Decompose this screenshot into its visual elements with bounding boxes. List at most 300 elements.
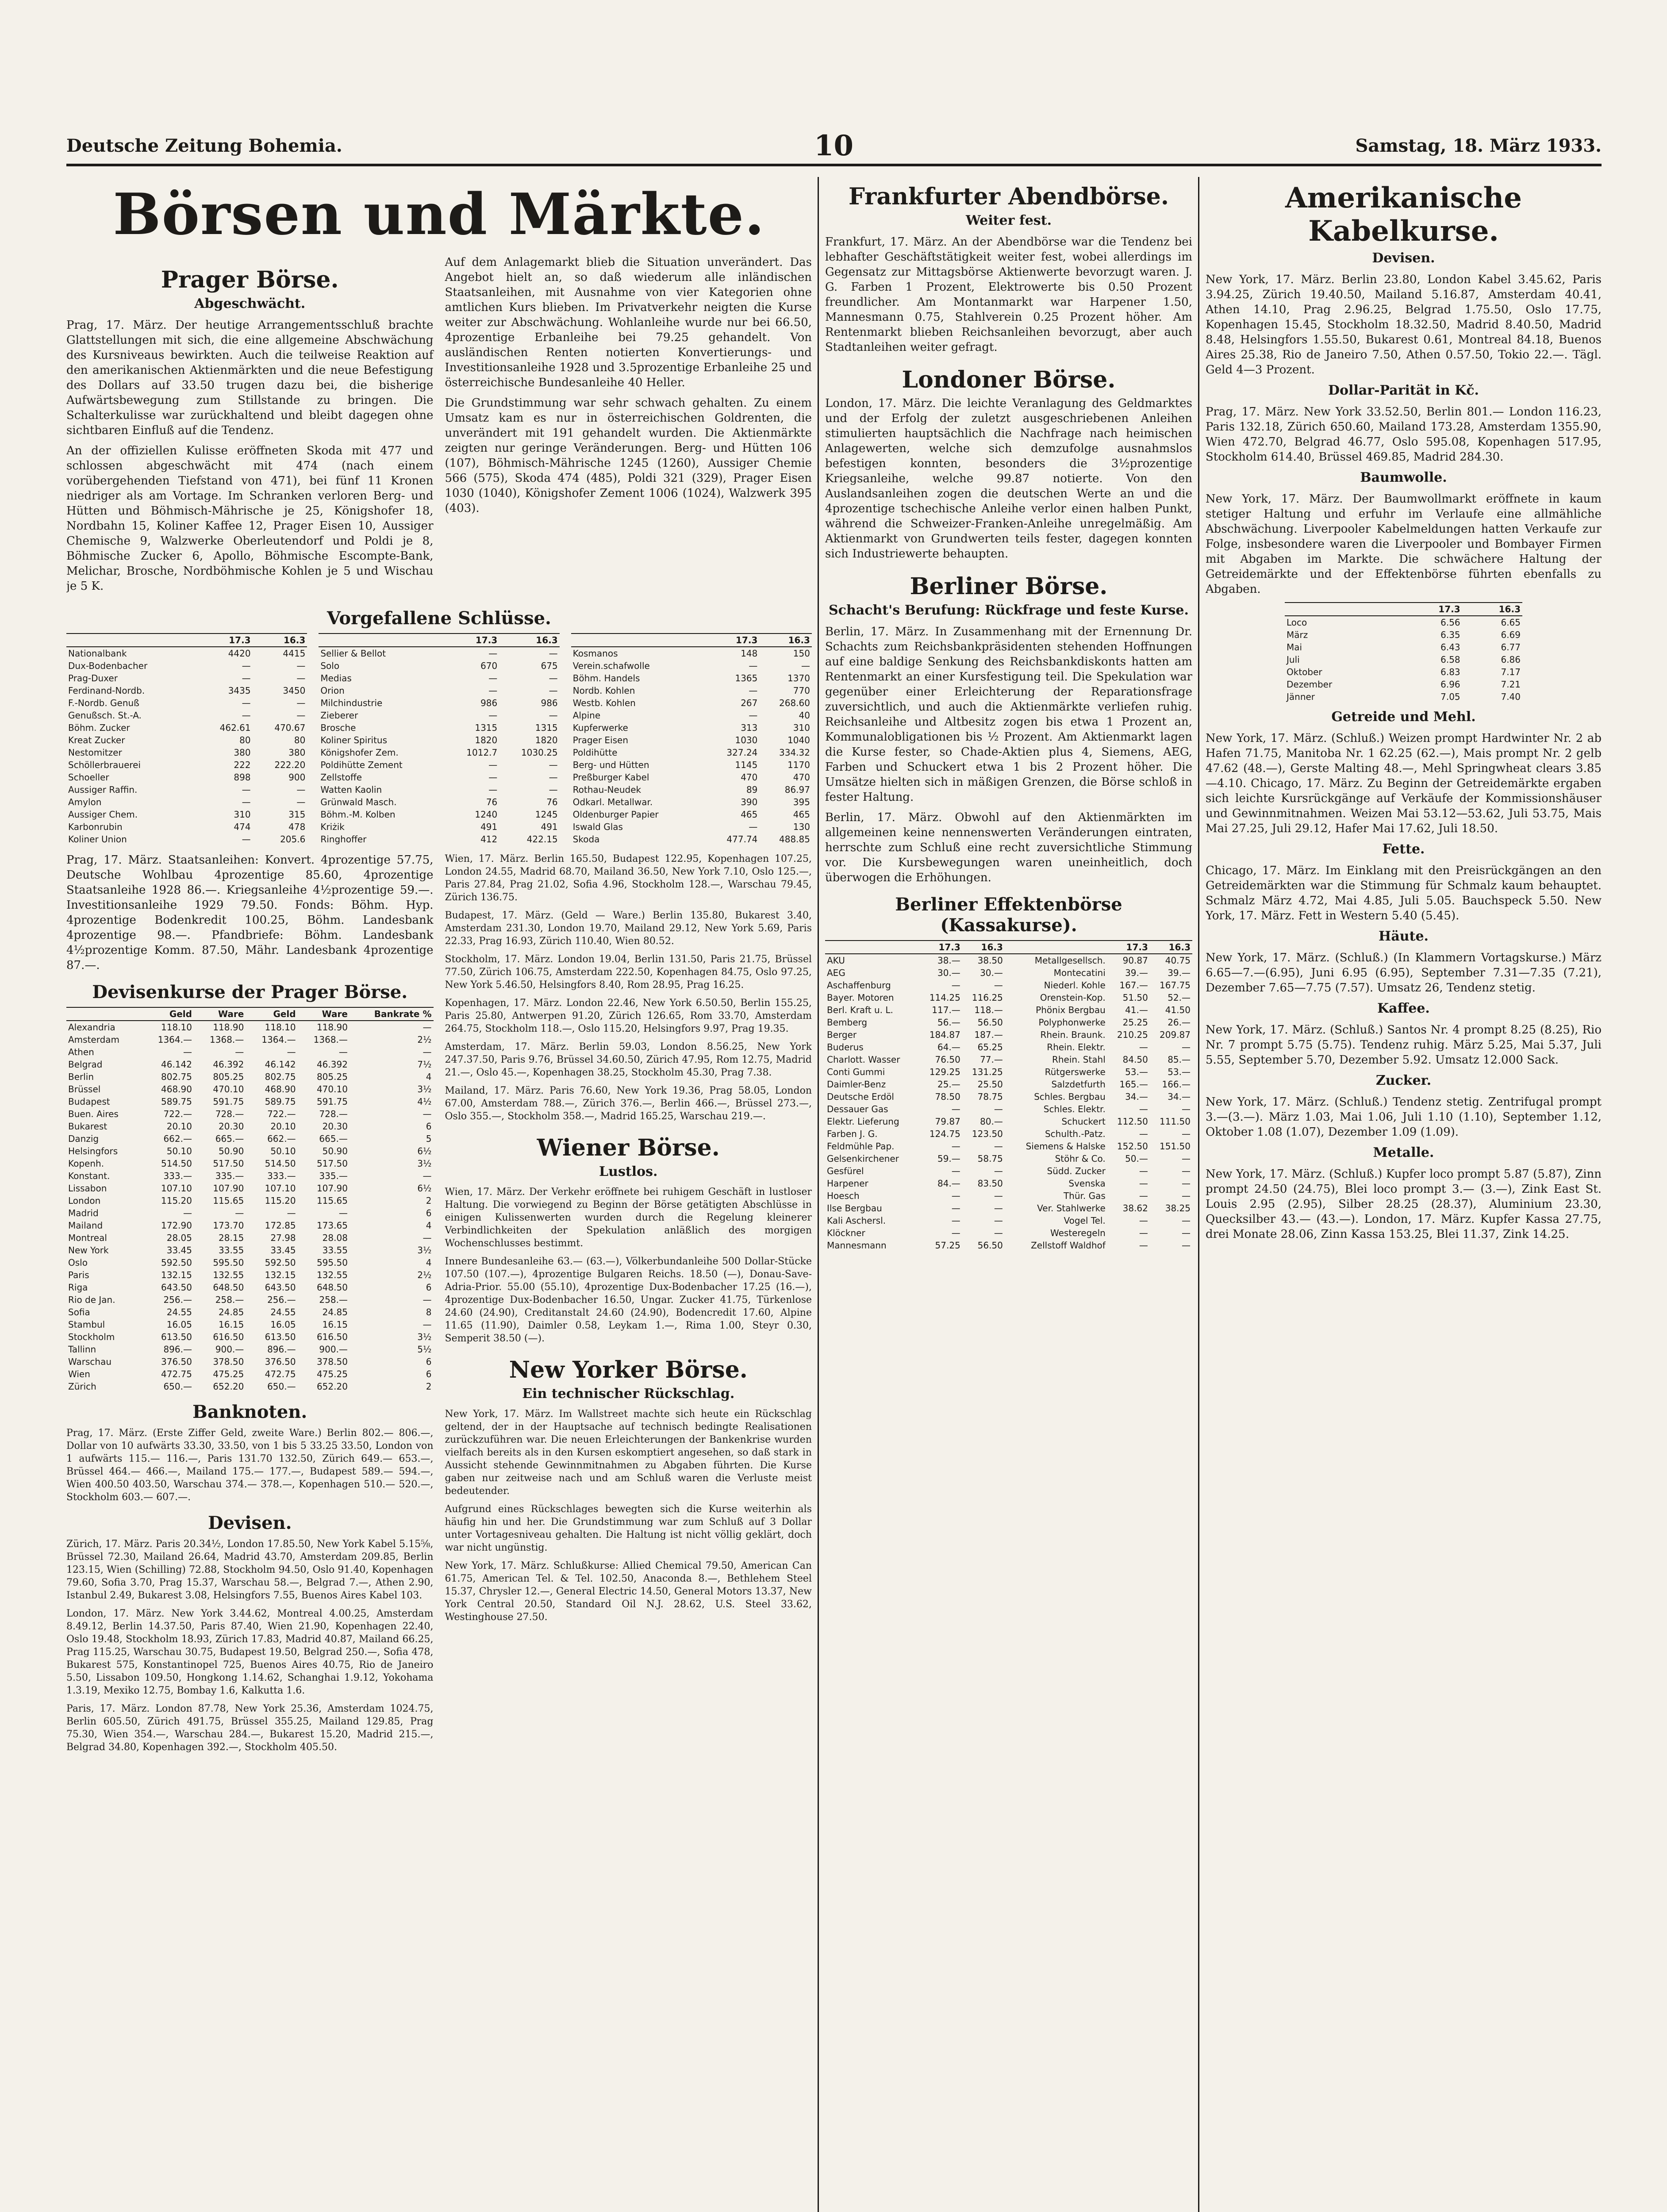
kassa-row: [825, 1103, 1192, 1115]
schluss-c-cell: 327.24: [726, 747, 758, 758]
devisen-cell: 107.90: [213, 1183, 244, 1194]
schluss-b-cell: —: [549, 772, 558, 783]
devisen-row: [66, 1294, 434, 1306]
kassa-cell: 53.—: [1125, 1067, 1148, 1077]
devisen-cell: Paris: [68, 1270, 89, 1280]
schluss-c-cell: Preßburger Kabel: [572, 772, 649, 783]
kassa-cell: 78.50: [935, 1091, 960, 1102]
schluss-a-cell: 222.20: [274, 760, 306, 770]
devisen-cell: 591.75: [213, 1096, 244, 1107]
schluss-c-row: [571, 672, 812, 684]
devisen-cell: Buen. Aires: [68, 1109, 119, 1119]
schluss-b-cell: 1240: [475, 809, 498, 820]
baumwolle-cell: 6.58: [1440, 654, 1460, 665]
devisen-cell: 6½: [417, 1146, 432, 1156]
schluss-c-cell: 1370: [787, 673, 810, 684]
kassa-cell: —: [951, 1228, 960, 1238]
kassa-cell: Westeregeln: [1050, 1228, 1106, 1238]
dollar-paritaet-paragraph: Prag, 17. März. New York 33.52.50, Berlin 801.— London 116.23, Paris 132.18, Zürich 650.60, Mailand 173.28, Amsterdam 1355.90, Wien 472.70, Belgrad 46.77, Oslo 595.08, Kopenhagen 517.95, Stockholm 614.40, Brüssel 469.85, Madrid 284.30.: [1206, 405, 1602, 464]
devisen-cell: —: [183, 1208, 192, 1218]
wiener-boerse-paragraph-2: Innere Bundesanleihe 63.— (63.—), Völkerbundanleihe 500 Dollar-Stücke 107.50 (107.—), 4prozentige Bulgaren Reichs. 18.50 (—), Donau-Save-Adria-Prior. 55.00 (55.10), 4prozentige Dux-Bodenbacher 17.25 (16.—), 4prozentige Dux-Bodenbacher 16.50, Ungar. Zucker 41.75, Türkenlose 24.60 (24.90), Creditanstalt 24.60 (24.90), Bodencredit 17.60, Alpine 11.65 (11.90), Daimler 0.58, Leykam 1.—, Rima 1.00, Steyr 0.30, Semperit 38.50 (—).: [445, 1256, 812, 1344]
column-boersen: [66, 177, 812, 2212]
devisen-cell: Amsterdam: [68, 1034, 120, 1045]
devisen-cell: Mailand: [68, 1220, 103, 1231]
devisen-cell: 6: [426, 1356, 432, 1367]
kassa-cell: AEG: [827, 968, 845, 978]
schluss-c-row: [571, 660, 812, 672]
kassa-cell: 114.25: [929, 992, 960, 1003]
devisen-cell: 592.50: [161, 1257, 192, 1268]
schluss-b-cell: 675: [541, 661, 558, 671]
prague-subtitle: Abgeschwächt.: [194, 296, 306, 311]
fette-paragraph: Chicago, 17. März. Im Einklang mit den Preisrückgängen an den Getreidemärkten war die Stimmung für Schmalz kaum behauptet. Schmalz März 4.72, Mai 4.85, Juli 5.05. Bauchspeck 5.50. New York, 17. März. Fett in Western 5.40 (5.45).: [1206, 864, 1602, 922]
schluss-c-cell: Westb. Kohlen: [572, 698, 636, 708]
devisen-cell: 24.85: [219, 1307, 244, 1317]
schluss-b-row: [319, 734, 559, 746]
kassa-cell: Zellstoff Waldhof: [1031, 1240, 1106, 1251]
devisen-cell: 115.20: [265, 1195, 296, 1206]
schluss-b-row: [319, 771, 559, 783]
schluesse-table-b: [319, 633, 559, 845]
devisen-cell: 335.—: [215, 1171, 244, 1181]
kassa-cell: —: [1182, 1190, 1191, 1201]
kassa-cell: 25.50: [977, 1079, 1003, 1090]
schluss-b-row: [319, 796, 559, 808]
devisen-header-cell: Geld: [142, 1007, 194, 1021]
devisen-kopenhagen: Kopenhagen, 17. März. London 22.46, New York 6.50.50, Berlin 155.25, Paris 25.80, Antwerpen 91.20, Zürich 126.65, Rom 33.70, Amsterdam 264.75, Stockholm 118.—, Oslo 115.20, Helsingfors 9.97, Prag 19.35.: [445, 998, 812, 1034]
kassa-row: [825, 1004, 1192, 1016]
devisen-header-row: [66, 1007, 434, 1021]
kassa-cell: 167.75: [1160, 980, 1191, 991]
page-number: 10: [814, 129, 854, 162]
schluss-a-cell: 898: [234, 772, 251, 783]
devisen-cell: 595.50: [316, 1257, 348, 1268]
devisen-cell: Lissabon: [68, 1183, 107, 1194]
schluss-a-row: [66, 771, 307, 783]
schluss-c-header-cell: 16.3: [759, 634, 812, 647]
devisen-row: [66, 1083, 434, 1095]
baumwolle-paragraph: New York, 17. März. Der Baumwollmarkt eröffnete in kaum stetiger Haltung und erfuhr im Verlaufe eine allmähliche Abschwächung. Liverpooler Kabelmeldungen hatten Verkaufe zur Folge, insbesondere waren die Liverpooler und Bombayer Firmen mit Abgaben im Markte. Die schwächere Haltung der Getreidemärkte und der Effektenbörse führten ebenfalls zu Abgaben.: [1206, 492, 1602, 596]
kassa-cell: 50.—: [1125, 1153, 1148, 1164]
devisen-amsterdam: Amsterdam, 17. März. Berlin 59.03, London 8.56.25, New York 247.37.50, Paris 9.76, Brüssel 34.60.50, Zürich 47.95, Rom 12.75, Madrid 21.—, Oslo 45.—, Kopenhagen 38.25, Stockholm 45.30, Prag 7.38.: [445, 1041, 812, 1078]
schluss-b-cell: Zellstoffe: [320, 772, 362, 783]
devisen-cell: 6½: [417, 1183, 432, 1194]
devisen-row: [66, 1058, 434, 1071]
devisen-cell: 643.50: [161, 1282, 192, 1293]
kassa-header-cell: 17.3: [920, 941, 962, 954]
devisen-cell: 378.50: [213, 1356, 244, 1367]
schluss-a-cell: 310: [234, 809, 251, 820]
baumwolle-table: [1285, 602, 1522, 703]
devisen-cell: 805.25: [316, 1071, 348, 1082]
devisen-cell: 172.85: [265, 1220, 296, 1231]
schluss-b-cell: 1030.25: [521, 747, 558, 758]
devisen-cell: —: [423, 1022, 432, 1033]
kassa-cell: 40.75: [1165, 955, 1191, 966]
devisen-row: [66, 1033, 434, 1046]
schluss-c-row: [571, 833, 812, 845]
baumwolle-cell: 6.35: [1440, 630, 1460, 640]
column-kabelkurse: [1206, 177, 1602, 2212]
devisen-row: [66, 1157, 434, 1170]
kassa-cell: 30.—: [937, 968, 960, 978]
kassa-cell: —: [1182, 1228, 1191, 1238]
devisen-cell: Budapest: [68, 1096, 110, 1107]
devisen-cell: 50.90: [322, 1146, 348, 1156]
devisen-cell: Oslo: [68, 1257, 88, 1268]
kassa-row: [825, 1078, 1192, 1091]
prague-paragraph-1: Prag, 17. März. Der heutige Arrangementsschluß brachte Glattstellungen mit sich, die eine allgemeine Abschwächung des Kursniveaus bewirkten. Auch die teilweise Reaktion auf den amerikanischen Aktienmärkten und die neue Befestigung des Dollars auf 33.50 trugen dazu bei, die bisherige Aufwärtsbewegung zum Stillstande zu bringen. Die Schalterkulisse war zurückhaltend und bleibt dagegen ohne sichtbaren Einfluß auf die Tendenz.: [66, 319, 434, 437]
kassa-cell: 56.50: [977, 1017, 1003, 1028]
kassa-cell: —: [1139, 1228, 1148, 1238]
schluss-b-cell: 986: [541, 698, 558, 708]
devisen-cell: 115.65: [316, 1195, 348, 1206]
kassa-cell: Rhein. Elektr.: [1047, 1042, 1106, 1052]
devisen-cell: 662.—: [267, 1133, 296, 1144]
dollar-paritaet-title: Dollar-Parität in Kč.: [1328, 383, 1479, 398]
schluss-b-header-row: [319, 634, 559, 647]
devisen-cell: —: [423, 1109, 432, 1119]
devisen-cell: Tallinn: [68, 1344, 96, 1355]
schluss-b-cell: —: [488, 760, 498, 770]
kassa-cell: —: [1182, 1178, 1191, 1189]
baumwolle-header-cell: 16.3: [1462, 603, 1522, 616]
schluss-a-row: [66, 672, 307, 684]
schluss-b-cell: Koliner Spiritus: [320, 735, 388, 745]
devisen-cell: 118.10: [265, 1022, 296, 1033]
schluss-b-row: [319, 722, 559, 734]
schluss-a-row: [66, 722, 307, 734]
schluss-b-cell: 670: [480, 661, 498, 671]
schluss-a-cell: Schoeller: [68, 772, 109, 783]
kassa-row: [825, 1140, 1192, 1152]
devisen-row: [66, 1318, 434, 1331]
devisen-cell: 107.10: [265, 1183, 296, 1194]
kassa-cell: 41.—: [1125, 1005, 1148, 1015]
baumwolle-cell: Mai: [1287, 642, 1302, 653]
devisen-row: [66, 1194, 434, 1207]
kassa-cell: —: [994, 1190, 1003, 1201]
devisen-cell: 472.75: [161, 1369, 192, 1379]
schluss-c-cell: —: [801, 661, 810, 671]
devisen-cell: —: [423, 1319, 432, 1330]
kassa-cell: Deutsche Erdöl: [827, 1091, 894, 1102]
kassa-cell: Gesfürel: [827, 1166, 864, 1176]
schluss-b-cell: —: [549, 648, 558, 659]
newyork-boerse-subtitle: Ein technischer Rückschlag.: [522, 1386, 735, 1402]
frankfurt-subtitle: Weiter fest.: [965, 213, 1052, 228]
devisen-cell: 475.25: [213, 1369, 244, 1379]
devisen-cell: Helsingfors: [68, 1146, 118, 1156]
schluss-c-cell: Verein.schafwolle: [572, 661, 650, 671]
kassa-row: [825, 1152, 1192, 1165]
devisen-cell: Stockholm: [68, 1332, 115, 1342]
schluss-a-cell: —: [296, 784, 306, 795]
baumwolle-cell: 6.69: [1501, 630, 1521, 640]
kassa-cell: 78.75: [977, 1091, 1003, 1102]
devisen-cell: 172.90: [161, 1220, 192, 1231]
schluss-b-cell: 412: [480, 834, 498, 845]
schluss-a-cell: Nationalbank: [68, 648, 127, 659]
kassa-cell: Svenska: [1068, 1178, 1106, 1189]
schluss-b-row: [319, 672, 559, 684]
devisen-cell: 514.50: [161, 1158, 192, 1169]
devisen-cell: 896.—: [267, 1344, 296, 1355]
kabel-devisen-paragraph: New York, 17. März. Berlin 23.80, London Kabel 3.45.62, Paris 3.94.25, Zürich 19.40.50, Mailand 5.16.87, Amsterdam 40.41, Athen 14.10, Prag 2.96.25, Belgrad 1.75.50, Oslo 17.75, Kopenhagen 15.45, Stockholm 18.32.50, Madrid 8.40.50, Madrid 8.48, Helsingfors 1.55.50, Bukarest 0.61, Montreal 84.18, Buenos Aires 25.38, Rio de Janeiro 7.50, Athen 0.57.50, Tokio 22.—. Tägl. Geld 4—3 Prozent.: [1206, 273, 1602, 376]
devisen-row: [66, 1356, 434, 1368]
schluss-c-cell: 1170: [787, 760, 810, 770]
devisen-cell: 468.90: [265, 1084, 296, 1094]
schluss-c-cell: 470: [793, 772, 810, 783]
schluss-c-cell: 148: [741, 648, 758, 659]
devisen-cell: —: [423, 1294, 432, 1305]
schluss-a-cell: Kreat Zucker: [68, 735, 125, 745]
kassa-cell: 152.50: [1117, 1141, 1148, 1152]
devisen-paris: Paris, 17. März. London 87.78, New York 25.36, Amsterdam 1024.75, Berlin 605.50, Zürich 491.75, Brüssel 355.25, Mailand 129.85, Prag 75.30, Wien 354.—, Warschau 284.—, Bukarest 15.20, Madrid 215.—, Belgrad 34.80, Kopenhagen 392.—, Stockholm 405.50.: [66, 1703, 434, 1753]
schluss-c-row: [571, 796, 812, 808]
devisen-cell: 6: [426, 1282, 432, 1293]
devisen-row: [66, 1281, 434, 1294]
devisen-cell: 132.55: [213, 1270, 244, 1280]
devisen-row: [66, 1095, 434, 1108]
schluss-b-cell: Böhm.-M. Kolben: [320, 809, 396, 820]
devisen-cell: 376.50: [161, 1356, 192, 1367]
devisen-cell: Warschau: [68, 1356, 111, 1367]
devisen-cell: 256.—: [267, 1294, 296, 1305]
devisen-row: [66, 1170, 434, 1182]
devisen-cell: 115.20: [161, 1195, 192, 1206]
kassa-row: [825, 1041, 1192, 1053]
baumwolle-cell: Oktober: [1287, 667, 1322, 677]
kassa-cell: Farben J. G.: [827, 1129, 878, 1139]
schluss-c-cell: 390: [741, 797, 758, 807]
schluss-a-cell: —: [242, 797, 251, 807]
schluss-c-row: [571, 684, 812, 697]
devisen-cell: 20.30: [219, 1121, 244, 1132]
schluss-c-header-row: [571, 634, 812, 647]
schluss-b-cell: 422.15: [526, 834, 558, 845]
schluss-a-cell: Koliner Union: [68, 834, 127, 845]
devisen-cell: 805.25: [213, 1071, 244, 1082]
schluss-a-cell: Nestomitzer: [68, 747, 122, 758]
schluss-b-row: [319, 808, 559, 821]
devisen-cell: 665.—: [319, 1133, 348, 1144]
column-rule-2: [1198, 177, 1199, 2212]
devisen-cell: Alexandria: [68, 1022, 115, 1033]
devisen-cell: Montreal: [68, 1233, 107, 1243]
baumwolle-cell: 6.86: [1501, 654, 1521, 665]
berliner-paragraph-2: Berlin, 17. März. Obwohl auf den Aktienmärkten im allgemeinen keine nennenswerten Veränderungen eintraten, herrschte zum Schluß eine recht zuversichtliche Stimmung vor. Die Kursbewegungen waren uneinheitlich, doch überwogen die Erhöhungen.: [825, 811, 1192, 884]
berliner-paragraph-1: Berlin, 17. März. In Zusammenhang mit der Ernennung Dr. Schachts zum Reichsbankpräsidenten stehenden Hoffnungen auf eine baldige Senkung des Reichsbankdiskonts hatten am Rentenmarkt an einer Kursfestigung teil. Die Spekulation war gegenüber einer Erleichterung der Reparationsfrage zuversichtlich, und auch die Aktienmärkte verliefen ruhig. Reichsanleihe und Altbesitz zogen bis etwa 1 Prozent an, Kommunalobligationen bis ½ Prozent. Am Aktienmarkt lagen die Kurse fester, so Chade-Aktien plus 4, Siemens, AEG, Farben und Schuckert etwa 1 bis 2 Prozent höher. Die Umsätze hielten sich in mäßigen Grenzen, die Börse schloß in fester Haltung.: [825, 625, 1192, 804]
wiener-boerse-paragraph-1: Wien, 17. März. Der Verkehr eröffnete bei ruhigem Geschäft in lustloser Haltung. Die vorwiegend zu Beginn der Börse getätigten Abschlüsse in einigen Kulissenwerten wurden durch die Regelung kleinerer Verbindlichkeiten der Spekulation anläßlich des morgigen Wochenschlusses bestimmt.: [445, 1187, 812, 1249]
kassa-cell: Dessauer Gas: [827, 1104, 888, 1114]
devisenkurse-table: [66, 1007, 434, 1393]
schluss-a-cell: Dux-Bodenbacher: [68, 661, 148, 671]
kassa-cell: Feldmühle Pap.: [827, 1141, 895, 1152]
schluss-b-cell: —: [488, 710, 498, 721]
prague-title: Prager Börse.: [161, 266, 339, 293]
schluss-b-cell: —: [549, 685, 558, 696]
schluss-a-cell: 3435: [228, 685, 251, 696]
devisen-cell: 16.05: [166, 1319, 192, 1330]
devisen-cell: 896.—: [163, 1344, 192, 1355]
schluss-c-cell: Iswald Glas: [572, 822, 623, 832]
schluss-a-cell: —: [242, 661, 251, 671]
kassa-cell: Schles. Bergbau: [1034, 1091, 1106, 1102]
schluss-a-cell: 4420: [228, 648, 251, 659]
devisen-cell: New York: [68, 1245, 109, 1256]
devisen-cell: 28.05: [166, 1233, 192, 1243]
schluss-c-row: [571, 821, 812, 833]
devisen-wien: Wien, 17. März. Berlin 165.50, Budapest 122.95, Kopenhagen 107.25, London 24.55, Madrid 68.70, Mailand 36.50, New York 7.10, Oslo 125.—, Paris 27.84, Prag 21.02, Sofia 4.96, Stockholm 128.—, Warschau 79.45, Zürich 136.75.: [445, 853, 812, 903]
schluss-b-cell: 1820: [535, 735, 558, 745]
kassa-cell: Kali Aschersl.: [827, 1215, 886, 1226]
devisen-cell: 258.—: [215, 1294, 244, 1305]
kassa-cell: Phönix Bergbau: [1036, 1005, 1106, 1015]
kassa-row: [825, 1202, 1192, 1214]
haeute-paragraph: New York, 17. März. (Schluß.) (In Klammern Vortagskurse.) März 6.65—7.—(6.95), Juni 6.95 (6.95), September 7.31—7.35 (7.21), Dezember 7.65—7.75 (7.57). Umsatz 26, Tendenz stetig.: [1206, 951, 1602, 995]
schluss-c-cell: 488.85: [779, 834, 810, 845]
devisen-cell: 5½: [417, 1344, 432, 1355]
schluss-a-header-row: [66, 634, 307, 647]
schluss-c-cell: —: [749, 822, 758, 832]
kassa-header-row: [825, 941, 1192, 954]
kassa-cell: —: [951, 1190, 960, 1201]
devisen-row: [66, 1207, 434, 1219]
schluss-c-cell: 150: [793, 648, 810, 659]
kassa-cell: 84.50: [1122, 1054, 1148, 1065]
devisen-cell: 1368.—: [313, 1034, 348, 1045]
devisen-cell: 613.50: [161, 1332, 192, 1342]
kassa-cell: 210.25: [1117, 1029, 1148, 1040]
schluss-b-cell: Poldihütte Zement: [320, 760, 403, 770]
kassa-cell: Hoesch: [827, 1190, 860, 1201]
devisen-cell: 6: [426, 1208, 432, 1218]
kassa-cell: 56.50: [977, 1240, 1003, 1251]
devisen-cell: 722.—: [163, 1109, 192, 1119]
schluss-a-cell: 380: [234, 747, 251, 758]
devisen-cell: 665.—: [215, 1133, 244, 1144]
devisen-cell: 3½: [417, 1245, 432, 1256]
kassa-header-cell: [1005, 941, 1107, 954]
newspaper-name: Deutsche Zeitung Bohemia.: [66, 135, 342, 156]
devisen-cell: 4: [426, 1257, 432, 1268]
baumwolle-cell: Juli: [1287, 654, 1300, 665]
devisen-cell: 335.—: [319, 1171, 348, 1181]
schluesse-tables: [66, 633, 812, 845]
schluss-c-row: [571, 759, 812, 771]
schluss-b-header-cell: 16.3: [499, 634, 559, 647]
schluss-c-cell: 1030: [735, 735, 758, 745]
devisen-cell: 4½: [417, 1096, 432, 1107]
schluss-a-cell: Schöllerbrauerei: [68, 760, 141, 770]
kassa-cell: —: [1139, 1042, 1148, 1052]
schluss-a-cell: —: [242, 698, 251, 708]
schluss-b-cell: Medias: [320, 673, 352, 684]
baumwolle-row: [1285, 691, 1522, 703]
devisen-cell: 1364.—: [261, 1034, 296, 1045]
schluss-a-cell: 3450: [283, 685, 306, 696]
devisen-cell: 475.25: [316, 1369, 348, 1379]
devisen-cell: 50.90: [219, 1146, 244, 1156]
kassa-cell: Schles. Elektr.: [1043, 1104, 1106, 1114]
devisen-cell: Danzig: [68, 1133, 99, 1144]
devisen-cell: 258.—: [319, 1294, 348, 1305]
kassa-cell: Rütgerswerke: [1045, 1067, 1106, 1077]
schluss-a-cell: 900: [288, 772, 306, 783]
kassa-cell: 65.25: [977, 1042, 1003, 1052]
kassa-cell: Ver. Stahlwerke: [1037, 1203, 1106, 1214]
devisen-cell: Madrid: [68, 1208, 99, 1218]
devisen-cell: 652.20: [213, 1381, 244, 1392]
schluss-b-cell: Solo: [320, 661, 340, 671]
kassa-cell: —: [951, 1166, 960, 1176]
devisen-cell: 27.98: [270, 1233, 296, 1243]
kassa-cell: Mannesmann: [827, 1240, 887, 1251]
schluss-a-cell: Karbonrubin: [68, 822, 123, 832]
schluss-a-header-cell: 16.3: [253, 634, 307, 647]
kassa-row: [825, 1227, 1192, 1239]
kassa-cell: —: [951, 1203, 960, 1214]
schluss-c-row: [571, 808, 812, 821]
kassa-cell: 38.50: [977, 955, 1003, 966]
schluss-b-cell: 1245: [535, 809, 558, 820]
zucker-title: Zucker.: [1375, 1073, 1432, 1088]
schluss-a-cell: Aussiger Raffin.: [68, 784, 138, 795]
kassa-cell: 184.87: [929, 1029, 960, 1040]
devisen-cell: 16.15: [322, 1319, 348, 1330]
kassa-cell: —: [1139, 1178, 1148, 1189]
devisen-cell: 50.10: [166, 1146, 192, 1156]
schluss-c-cell: 310: [793, 722, 810, 733]
getreide-paragraph: New York, 17. März. (Schluß.) Weizen prompt Hardwinter Nr. 2 ab Hafen 71.75, Manitoba Nr. 1 62.25 (62.—), Mais prompt Nr. 2 gelb 47.62 (48.—), Gerste Malting 48.—, Mehl Springwheat clears 3.85—4.10. Chicago, 17. März. Zu Beginn der Getreidemärkte ergaben sich leichte Kursrückgänge auf Verkäufe der Kommissionshäuser und Gewinnmitnahmen. Weizen Mai 53.12—53.62, Juli 53.75, Mais Mai 27.25, Juli 29.12, Hafer Mai 17.62, Juli 18.50.: [1206, 732, 1602, 835]
baumwolle-header-row: [1285, 603, 1522, 616]
kassa-cell: 166.—: [1162, 1079, 1191, 1090]
devisen-row: [66, 1021, 434, 1033]
devisen-cell: 24.85: [322, 1307, 348, 1317]
kassa-row: [825, 967, 1192, 979]
haeute-title: Häute.: [1379, 929, 1429, 944]
devisen-row: [66, 1306, 434, 1318]
devisen-row: [66, 1071, 434, 1083]
baumwolle-cell: 6.77: [1501, 642, 1521, 653]
schluss-c-cell: 267: [741, 698, 758, 708]
devisen-cell: 900.—: [215, 1344, 244, 1355]
kassa-cell: —: [1182, 1129, 1191, 1139]
kassa-cell: Elektr. Lieferung: [827, 1116, 899, 1127]
metalle-paragraph: New York, 17. März. (Schluß.) Kupfer loco prompt 5.87 (5.87), Zinn prompt 24.50 (24.75), Blei loco prompt 3.— (3.—), Zink East St. Louis 2.95 (2.95), Silber 28.25 (28.37), Aluminium 23.30, Quecksilber 43.— (43.—). London, 17. März. Kupfer Kassa 27.75, drei Monate 28.06, Zinn Kassa 153.25, Blei 11.37, Zink 14.25.: [1206, 1167, 1602, 1241]
kassa-cell: —: [994, 1228, 1003, 1238]
kassa-row: [825, 1214, 1192, 1227]
schluss-c-cell: 334.32: [779, 747, 810, 758]
kassa-cell: 59.—: [937, 1153, 960, 1164]
devisen-cell: 118.10: [161, 1022, 192, 1033]
kassa-cell: 26.—: [1168, 1017, 1191, 1028]
staatsanleihen-paragraph: Prag, 17. März. Staatsanleihen: Konvert. 4prozentige 57.75, Deutsche Wohlbau 4prozentige 85.60, 4prozentige Staatsanleihe 1928 86.—. Kriegsanleihe 4½prozentige 59.—. Investitionsanleihe 1929 79.50. Fonds: Böhm. Hyp. 4prozentige Bodenkredit 100.25, Böhm. Landesbank 4prozentige 98.—. Pfandbriefe: Böhm. Landesbank 4½prozentige Komm. 87.50, Mähr. Landesbank 4prozentige 87.—.: [66, 853, 434, 972]
schluss-a-cell: —: [296, 698, 306, 708]
newyork-boerse-paragraph-2: Aufgrund eines Rückschlages bewegten sich die Kurse weiterhin als häufig hin und her. Die Grundstimmung war zum Schluß auf 3 Dollar unter Vortagesniveau gehalten. Die Haltung ist nicht völlig geklärt, doch war nicht ungünstig.: [445, 1504, 812, 1553]
schluss-c-cell: Böhm. Handels: [572, 673, 640, 684]
schluss-c-row: [571, 783, 812, 796]
devisen-cell: 7½: [417, 1059, 432, 1070]
schluss-a-cell: 478: [288, 822, 306, 832]
schluss-b-cell: —: [488, 772, 498, 783]
devisen-cell: 643.50: [265, 1282, 296, 1293]
schluss-b-cell: 76: [546, 797, 558, 807]
devisen-cell: —: [235, 1208, 244, 1218]
schluss-c-cell: 1040: [787, 735, 810, 745]
baumwolle-cell: 7.17: [1501, 667, 1521, 677]
